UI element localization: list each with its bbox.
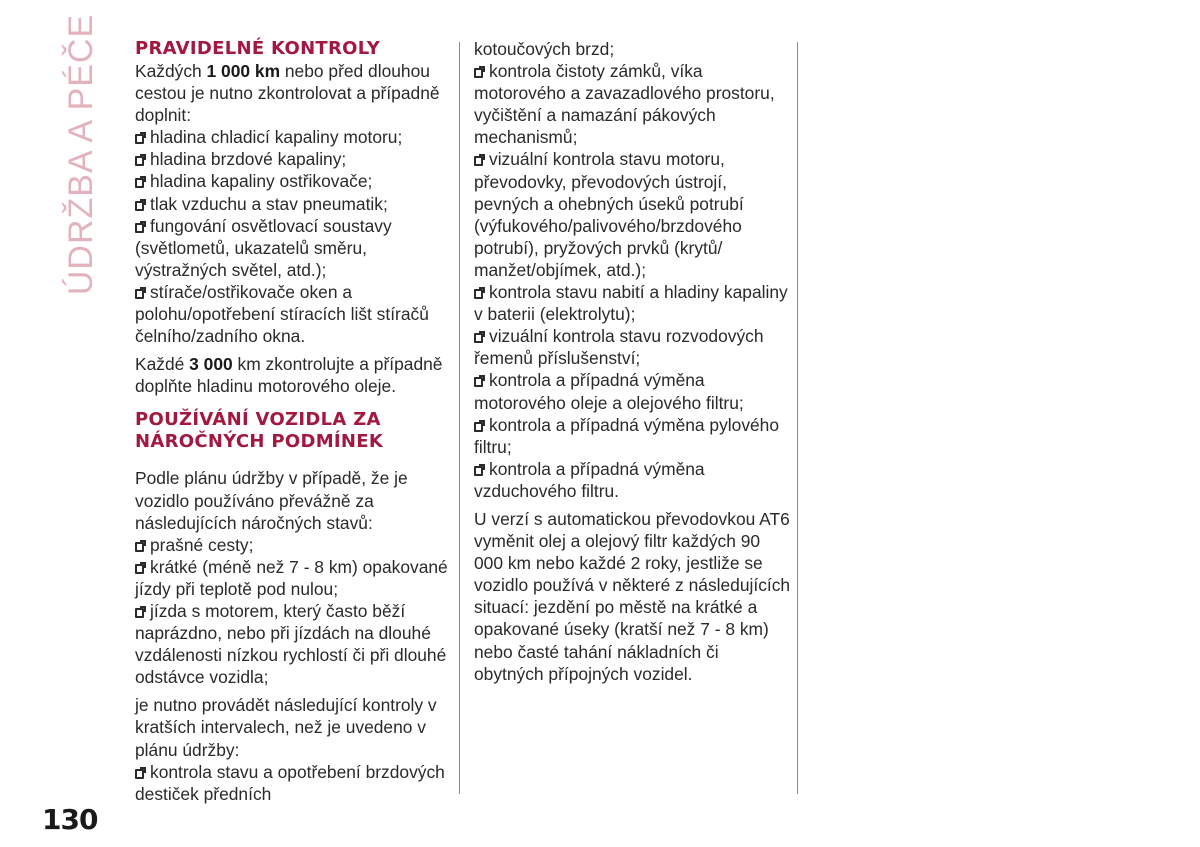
checkbox-icon (135, 178, 144, 188)
checkbox-icon (135, 564, 144, 574)
list-item-text: krátké (méně než 7 - 8 km) opakované jízdy při teplotě pod nulou; (135, 556, 448, 599)
list-item (474, 281, 792, 325)
checkbox-icon (135, 542, 144, 552)
list-item (474, 458, 792, 502)
list-item-text: vizuální kontrola stavu rozvodových řemenů příslušenství; (474, 326, 764, 369)
oil-text-bold: 3 000 (189, 354, 233, 375)
checkbox-icon (474, 68, 483, 78)
list-item (135, 215, 450, 281)
checkbox-icon (135, 223, 144, 233)
list-item (135, 170, 450, 192)
list-item-text: hladina chladicí kapaliny motoru; (150, 127, 403, 148)
checklist-severe-conditions (135, 534, 450, 689)
heading-severe-conditions: POUŽÍVÁNÍ VOZIDLA ZA NÁROČNÝCH PODMÍNEK (135, 409, 384, 453)
list-item-text: prašné cesty; (150, 534, 254, 555)
paragraph-oil-check (135, 353, 450, 397)
list-item (135, 126, 450, 148)
intro-text-bold: 1 000 km (206, 61, 281, 81)
checklist-regular (135, 126, 450, 347)
checkbox-icon (474, 466, 483, 476)
checkbox-icon (135, 608, 144, 618)
checkbox-icon (135, 769, 144, 779)
list-item-text: hladina kapaliny ostřikovače; (150, 171, 373, 192)
list-item (135, 600, 450, 688)
checkbox-icon (135, 134, 144, 144)
checkbox-icon (474, 422, 483, 432)
list-item (474, 414, 792, 458)
checkbox-icon (135, 289, 144, 299)
text-column-left (135, 38, 450, 805)
paragraph-severe-intro: Podle plánu údržby v případě, že je vozidlo používáno převážně za následujících náročných stavů: (135, 468, 408, 533)
page-number: 130 (42, 803, 98, 836)
checkbox-icon (474, 156, 483, 166)
list-item (135, 281, 450, 347)
list-item (135, 534, 450, 556)
oil-text-post: km zkontrolujte a případně doplňte hladinu motorového oleje. (135, 354, 443, 397)
list-item (135, 761, 450, 805)
column-divider-1 (459, 42, 460, 794)
intro-text-pre: Každých (135, 61, 207, 81)
list-item-text: hladina brzdové kapaliny; (150, 149, 347, 170)
list-item-text: stírače/ostřikovače oken a polohu/opotřebení stíracích lišt stíračů čelního/zadního okna. (135, 281, 429, 347)
list-item-continuation: kotoučových brzd; (474, 39, 615, 59)
paragraph-shorter-intervals: je nutno provádět následující kontroly v kratších intervalech, než je uvedeno v plánu údržby: (135, 695, 437, 760)
list-item-text: jízda s motorem, který často běží naprázdno, nebo při jízdách na dlouhé vzdálenosti nízkou rychlostí či při dlouhé odstávce vozidla; (135, 600, 447, 688)
list-item (135, 193, 450, 215)
paragraph-at6-note: U verzí s automatickou převodovkou AT6 vyměnit olej a olejový filtr každých 90 000 km nebo každé 2 roky, jestliže se vozidlo používá v některé z následujících situací: jezdění po městě na krátké a opakované úseky (kratší než 7 - 8 km) nebo časté tahání nákladních či obytných přípojných vozidel. (474, 508, 791, 684)
list-item-text: kontrola a případná výměna pylového filtru; (474, 414, 780, 457)
oil-text-pre: Každé (135, 354, 190, 375)
list-item (135, 556, 450, 600)
checkbox-icon (135, 201, 144, 211)
checkbox-icon (135, 156, 144, 166)
intro-text-post: nebo před dlouhou cestou je nutno zkontrolovat a případně doplnit: (135, 61, 440, 126)
list-item (474, 148, 792, 281)
list-item-text: kontrola a případná výměna vzduchového filtru. (474, 458, 705, 501)
section-side-tab (60, 13, 104, 295)
section-side-tab-label: ÚDRŽBA A PÉČE (62, 13, 101, 295)
list-item-text: tlak vzduchu a stav pneumatik; (150, 193, 388, 214)
list-item (474, 60, 792, 148)
list-item-text: kontrola stavu nabití a hladiny kapaliny v baterii (elektrolytu); (474, 282, 788, 325)
checklist-inspections (474, 60, 792, 502)
text-column-right (474, 38, 792, 685)
list-item-text: vizuální kontrola stavu motoru, převodovky, převodových ústrojí, pevných a ohebných úseků potrubí (výfukového/palivového/brzdového potrubí), pryžových prvků (krytů/ manžet/objímek, atd.); (474, 149, 744, 280)
checkbox-icon (474, 377, 483, 387)
list-item (474, 369, 792, 413)
heading-regular-checks: PRAVIDELNÉ KONTROLY (135, 38, 381, 59)
list-item (135, 148, 450, 170)
column-divider-2 (797, 42, 798, 794)
list-item-text: fungování osvětlovací soustavy (světlometů, ukazatelů směru, výstražných světel, atd.); (135, 215, 392, 280)
paragraph-intro (135, 60, 450, 126)
checkbox-icon (474, 333, 483, 343)
checkbox-icon (474, 289, 483, 299)
list-item-text: kontrola a případná výměna motorového oleje a olejového filtru; (474, 370, 744, 413)
list-item-text: kontrola stavu a opotřebení brzdových destiček předních (135, 761, 445, 804)
list-item (474, 325, 792, 369)
list-item-text: kontrola čistoty zámků, víka motorového a zavazadlového prostoru, vyčištění a namazání pákových mechanismů; (474, 61, 775, 148)
